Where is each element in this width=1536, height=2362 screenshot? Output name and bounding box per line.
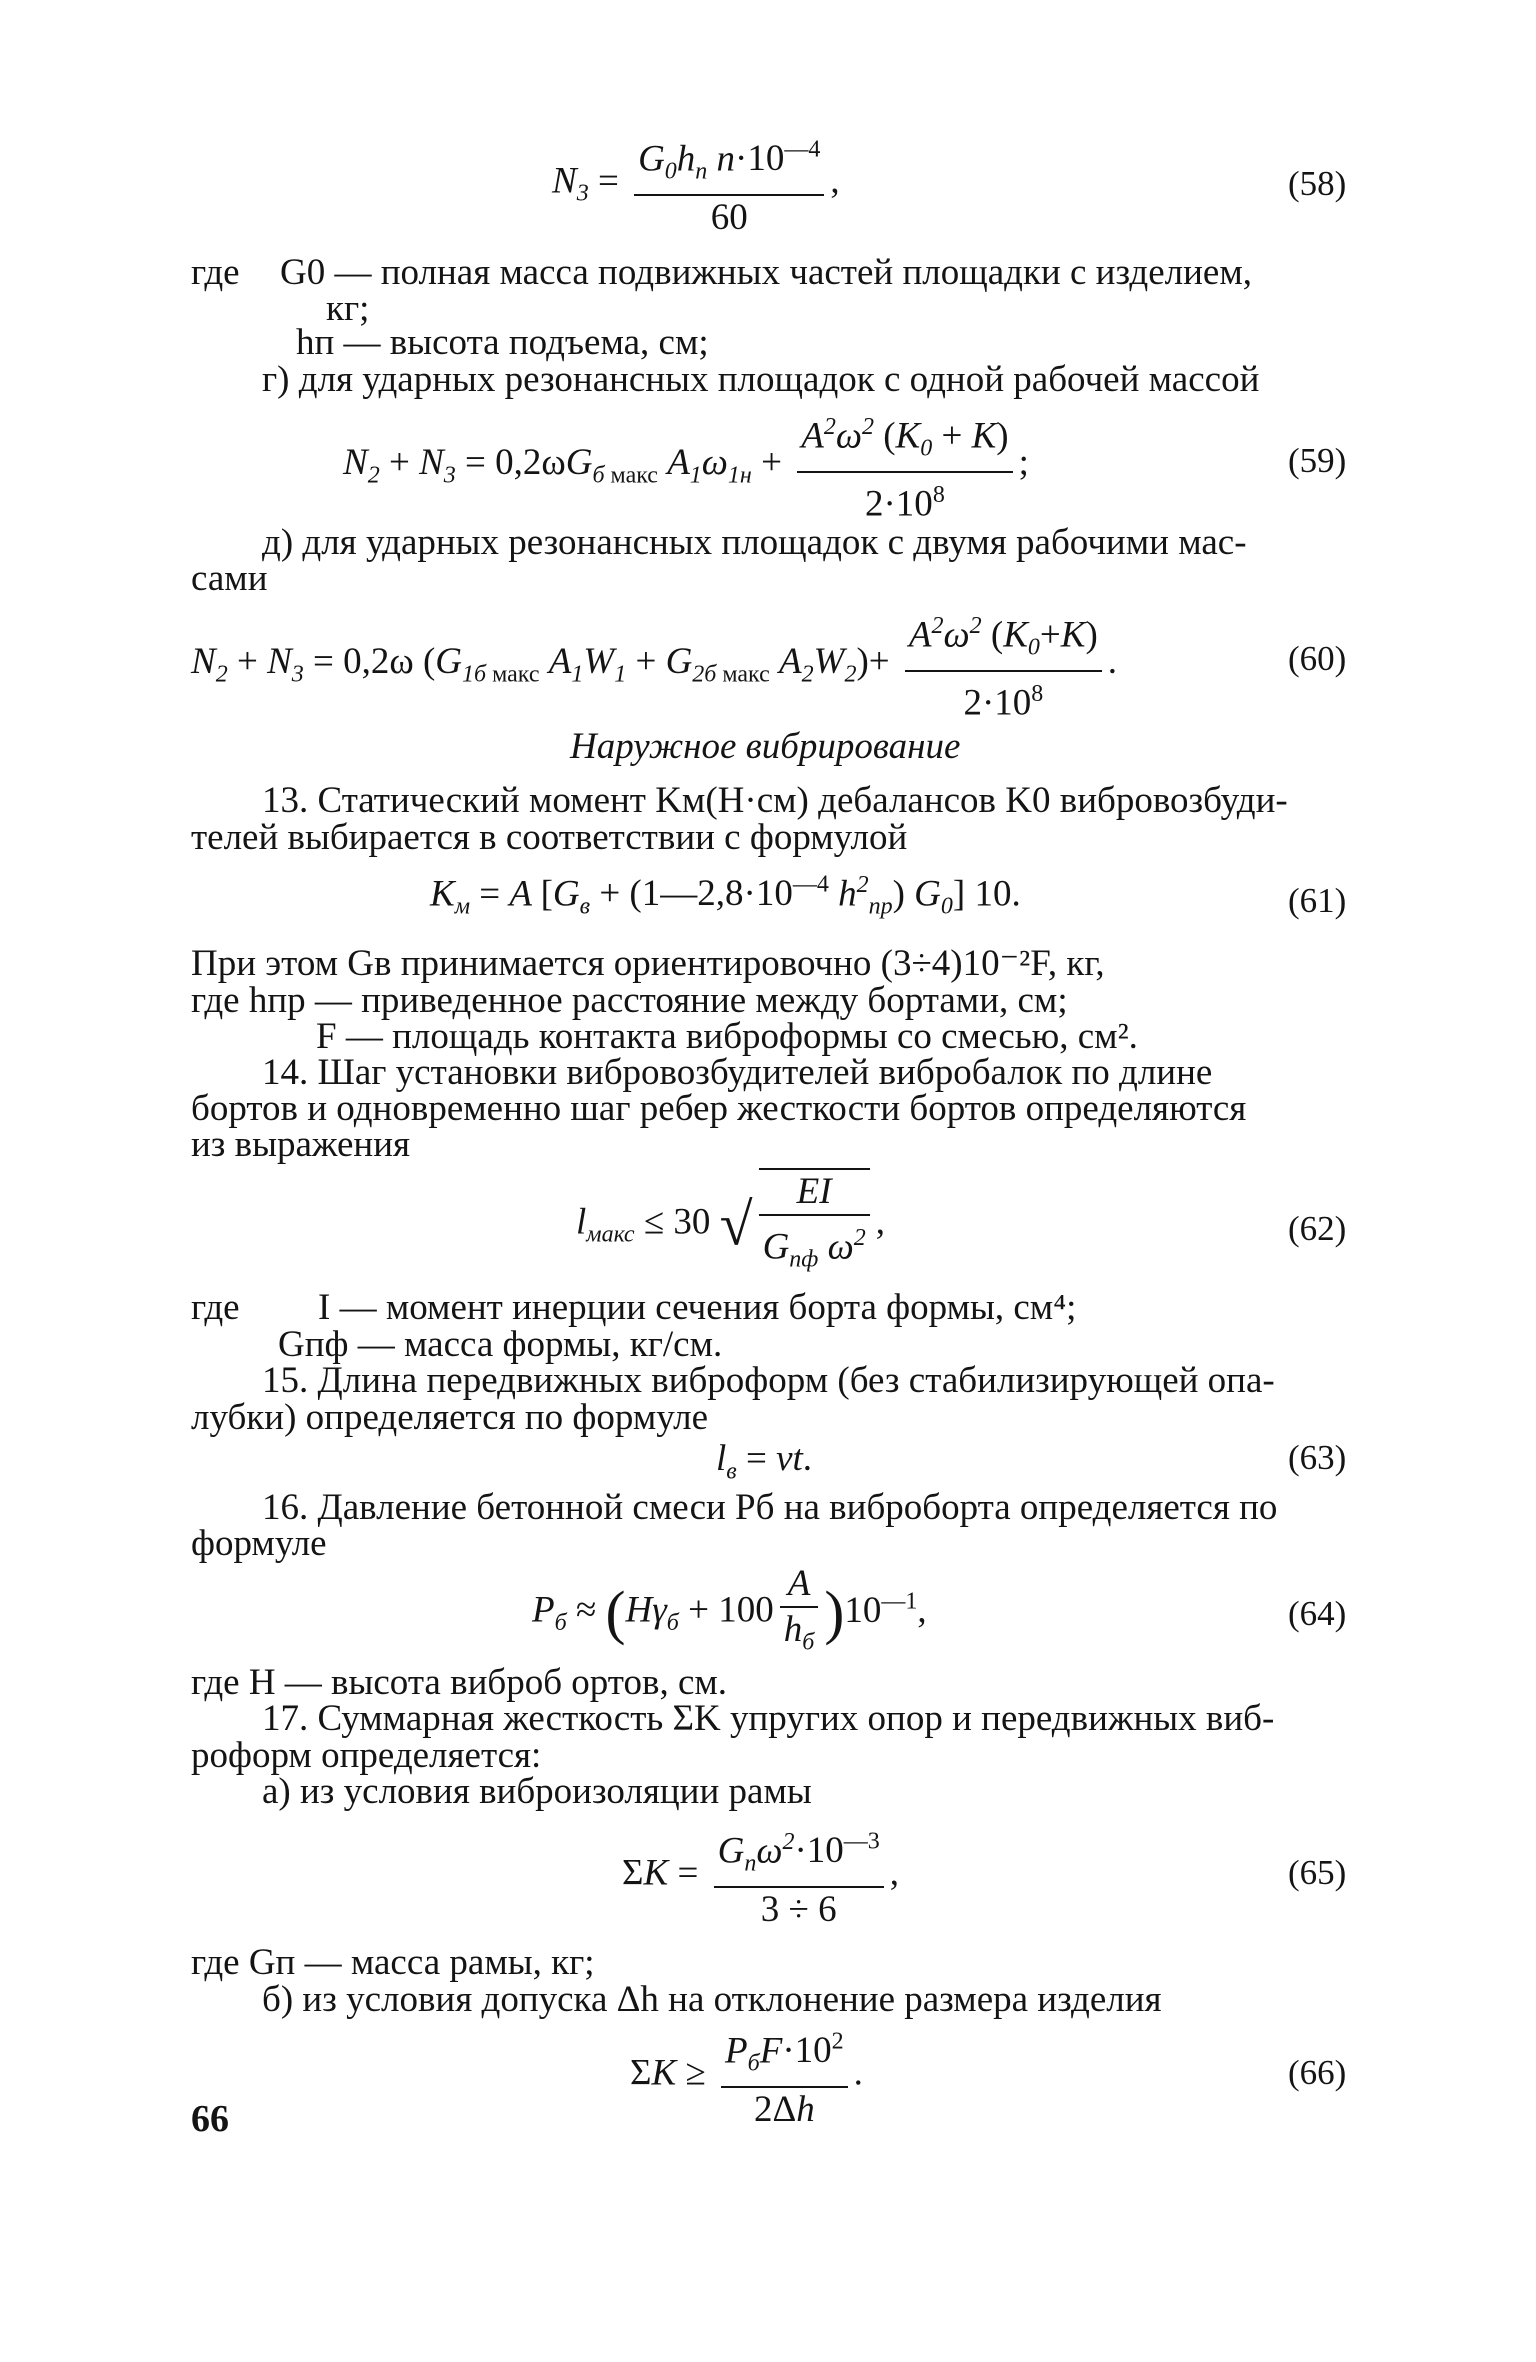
formula-65: ΣK = $\frac{G_п\omega^2\cdot 10^{—3}}{3 \div 6}$ , [622,1820,899,1932]
text-line: д) для ударных резонансных площадок с двумя рабочими мас- [262,522,1247,563]
text-line: Gпф — масса формы, кг/см. [278,1324,723,1365]
text-line: F — площадь контакта виброформы со смесью, см². [316,1016,1138,1057]
text-line: hп — высота подъема, см; [296,322,709,363]
formula-60: $N_2 + N_3 = 0,2\omega$ ($G_{1б макс}$ $A_1W_1 + G_{2б макс}$ $A_2W_2)+$ $\frac{A^2\omega^2 (K_0+K)}{2\cdot 10^8}$ . [191,604,1117,725]
text-line: I — момент инерции сечения борта формы, см⁴; [318,1287,1077,1328]
formula-62: $l_{макс} \le 30$ √ $\frac{EI}{G_{пф} \omega^2}$ , [576,1168,885,1282]
text-line: г) для ударных резонансных площадок с одной рабочей массой [262,359,1260,400]
text-line: где [191,1287,240,1328]
eq-number-65: (65) [1288,1853,1347,1892]
text-line: где Gп — масса рамы, кг; [191,1942,595,1983]
page-number: 66 [191,2098,229,2140]
text-line: 14. Шаг установки вибровозбудителей вибробалок по длине [262,1052,1213,1093]
eq-number-58: (58) [1288,164,1347,203]
eq-number-62: (62) [1288,1209,1347,1248]
text-line: 15. Длина передвижных виброформ (без стабилизирующей опа- [262,1360,1275,1401]
text-line: формуле [191,1523,327,1564]
formula-64: $P_б \approx (H\gamma_б + 100$ $\frac{A}{h_б}$ )$10^{—1}$, [532,1563,927,1656]
text-line: а) из условия виброизоляции рамы [262,1771,812,1812]
text-line: роформ определяется: [191,1735,542,1776]
formula-59: $N_2 + N_3 = 0,2\omega G_{б макс}$ $A_1\omega_{1н}$ + $\frac{A^2\omega^2 (K_0 + K)}{2\cdot 10^8}$ ; [343,405,1029,526]
text-line: где [191,252,240,293]
text-line: 13. Статический момент Kм(Н·см) дебалансов K0 вибровозбуди- [262,780,1288,821]
eq-number-61: (61) [1288,881,1347,920]
text-line: кг; [326,288,370,329]
text-line: При этом Gв принимается ориентировочно (3÷4)10⁻²F, кг, [191,943,1105,984]
formula-63: $l_в$ = vt. [716,1438,813,1485]
text-line: 17. Суммарная жесткость ΣK упругих опор и передвижных виб- [262,1698,1275,1739]
text-line: из выражения [191,1124,411,1165]
eq-number-64: (64) [1288,1594,1347,1633]
text-line: где hпр — приведенное расстояние между бортами, см; [191,980,1068,1021]
text-line: сами [191,558,268,599]
text-line: где H — высота виброб ортов, см. [191,1662,728,1703]
text-line: телей выбирается в соответствии с формулой [191,817,908,858]
eq-number-60: (60) [1288,639,1347,678]
section-heading: Наружное вибрирование [570,726,961,767]
formula-61: $K_м = A$ [$G_в$ + ($1—2,8\cdot 10^{—4}$ $h^2_{пр}$) $G_0$] 10. [430,872,1021,920]
eq-number-63: (63) [1288,1438,1347,1477]
eq-number-66: (66) [1288,2053,1347,2092]
text-line: лубки) определяется по формуле [191,1397,708,1438]
formula-66: ΣK ≥ $\frac{P_бF\cdot 10^2}{2\Delta h}$ . [630,2020,863,2132]
text-line: б) из условия допуска Δh на отклонение размера изделия [262,1979,1162,2020]
eq-number-59: (59) [1288,441,1347,480]
formula-58: $N_3$ = $\frac{G_0h_п n\cdot 10^{—4}}{60}$ , [552,128,840,240]
text-line: бортов и одновременно шаг ребер жесткости бортов определяются [191,1088,1247,1129]
text-line: G0 — полная масса подвижных частей площадки с изделием, [280,252,1252,293]
text-line: 16. Давление бетонной смеси Pб на виброборта определяется по [262,1487,1278,1528]
